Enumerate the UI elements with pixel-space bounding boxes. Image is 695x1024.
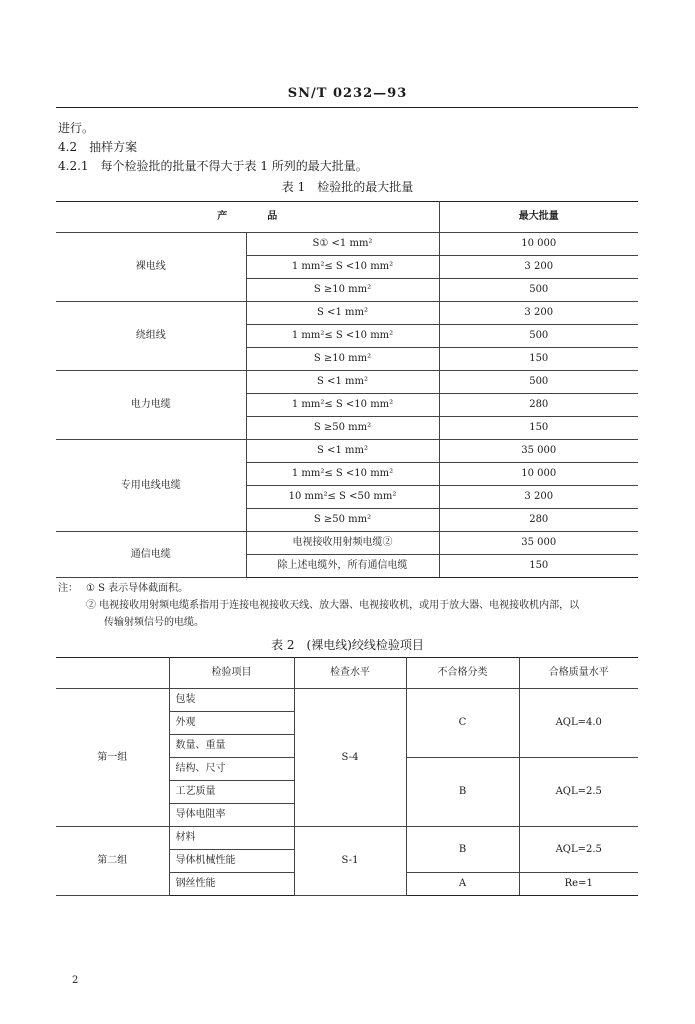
max-batch-table (56, 201, 638, 578)
table2-header-group (56, 658, 169, 689)
table1-caption: 表 1 检验批的最大批量 (281, 180, 414, 194)
quality-level: Re=1 (519, 873, 638, 896)
size-range: S ≥10 mm² (246, 348, 439, 371)
product-group-name: 专用电线电缆 (56, 440, 246, 532)
inspection-item: 导体电阻率 (169, 804, 294, 827)
max-batch-value: 280 (439, 394, 638, 417)
quality-level: AQL=2.5 (519, 827, 638, 873)
table2-caption: 表 2 (裸电线)绞线检验项目 (271, 638, 424, 652)
max-batch-value: 500 (439, 325, 638, 348)
size-range: S <1 mm² (246, 371, 439, 394)
note-1: ① S 表示导体截面积。 (86, 583, 189, 594)
continuation-text: 进行。 (58, 121, 95, 135)
nonconformity-class: B (406, 827, 519, 873)
max-batch-value: 3 200 (439, 256, 638, 279)
size-range: S <1 mm² (246, 302, 439, 325)
max-batch-value: 280 (439, 509, 638, 532)
notes-label: 注： (58, 583, 78, 594)
inspection-item: 外观 (169, 712, 294, 735)
size-range: S ≥10 mm² (246, 279, 439, 302)
max-batch-value: 10 000 (439, 463, 638, 486)
size-range: 1 mm²≤ S <10 mm² (246, 394, 439, 417)
page-number: 2 (72, 975, 79, 986)
table2-header-aql: 合格质量水平 (519, 658, 638, 689)
size-range: 电视接收用射频电缆② (246, 532, 439, 555)
standard-code-header: SN/T 0232—93 (287, 86, 408, 101)
size-range: 1 mm²≤ S <10 mm² (246, 463, 439, 486)
inspection-group: 第二组 (56, 827, 169, 896)
max-batch-value: 500 (439, 371, 638, 394)
nonconformity-class: C (406, 689, 519, 758)
inspection-item: 材料 (169, 827, 294, 850)
table2-header-item: 检验项目 (169, 658, 294, 689)
product-group-name: 绕组线 (56, 302, 246, 371)
nonconformity-class: A (406, 873, 519, 896)
quality-level: AQL=4.0 (519, 689, 638, 758)
size-range: 1 mm²≤ S <10 mm² (246, 325, 439, 348)
header-rule (56, 107, 638, 108)
max-batch-value: 150 (439, 417, 638, 440)
nonconformity-class: B (406, 758, 519, 827)
size-range: 1 mm²≤ S <10 mm² (246, 256, 439, 279)
product-group-name: 通信电缆 (56, 532, 246, 578)
inspection-group: 第一组 (56, 689, 169, 827)
product-group-name: 裸电线 (56, 233, 246, 302)
max-batch-value: 150 (439, 555, 638, 578)
product-group-name: 电力电缆 (56, 371, 246, 440)
table1-header-max: 最大批量 (439, 202, 638, 233)
size-range: 除上述电缆外，所有通信电缆 (246, 555, 439, 578)
max-batch-value: 10 000 (439, 233, 638, 256)
table1-header-product: 产 品 (56, 202, 439, 233)
max-batch-value: 35 000 (439, 440, 638, 463)
section-4-2-heading: 4.2 抽样方案 (58, 140, 138, 154)
inspection-item: 包装 (169, 689, 294, 712)
inspection-item: 导体机械性能 (169, 850, 294, 873)
max-batch-value: 3 200 (439, 302, 638, 325)
note-2: ② 电视接收用射频电缆系指用于连接电视接收天线、放大器、电视接收机，或用于放大器、电视接收机内部，以 (86, 600, 580, 611)
size-range: S ≥50 mm² (246, 509, 439, 532)
size-range: S ≥50 mm² (246, 417, 439, 440)
note-2-continued: 传输射频信号的电缆。 (104, 617, 204, 628)
inspection-item: 工艺质量 (169, 781, 294, 804)
inspection-level: S-4 (294, 689, 406, 827)
inspection-item: 钢丝性能 (169, 873, 294, 896)
max-batch-value: 35 000 (439, 532, 638, 555)
quality-level: AQL=2.5 (519, 758, 638, 827)
inspection-level: S-1 (294, 827, 406, 896)
strand-inspection-table (56, 657, 638, 896)
max-batch-value: 500 (439, 279, 638, 302)
max-batch-value: 150 (439, 348, 638, 371)
inspection-item: 数量、重量 (169, 735, 294, 758)
table2-header-level: 检查水平 (294, 658, 406, 689)
size-range: 10 mm²≤ S <50 mm² (246, 486, 439, 509)
size-range: S <1 mm² (246, 440, 439, 463)
size-range: S① <1 mm² (246, 233, 439, 256)
inspection-item: 结构、尺寸 (169, 758, 294, 781)
table2-header-class: 不合格分类 (406, 658, 519, 689)
section-4-2-1-text: 4.2.1 每个检验批的批量不得大于表 1 所列的最大批量。 (58, 159, 368, 173)
max-batch-value: 3 200 (439, 486, 638, 509)
